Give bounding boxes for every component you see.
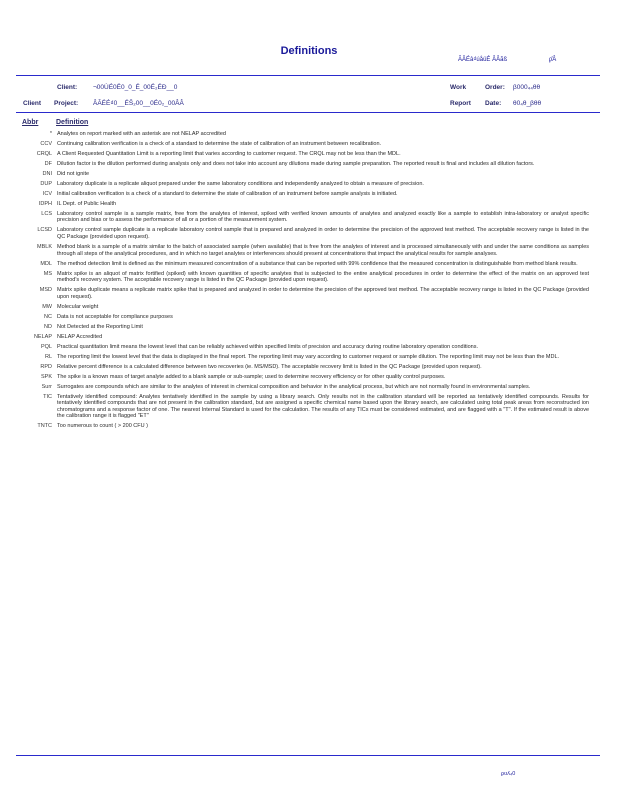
project-label: Project: — [54, 100, 79, 107]
definition-abbr: * — [49, 131, 52, 137]
definition-text: Laboratory duplicate is a replicate aliquot prepared under the same laboratory conditions and independently analyzed to obtain a measure of precision. — [57, 180, 424, 187]
header-bottom-rule — [16, 112, 600, 113]
report-label: Report — [450, 100, 471, 107]
definition-text: Did not ignite — [57, 170, 90, 177]
definition-row — [0, 354, 618, 361]
logo-text: ÃÂÉâ₫úåüÉ ÂÂãß — [458, 57, 508, 63]
work-order-value: β000₄₄θθ — [513, 84, 541, 91]
definition-abbr: SPK — [40, 373, 52, 380]
definition-text: A Client Requested Quantitation Limit is a reporting limit that varies according to customer request. The CRQL may not be less than the MDL. — [57, 150, 401, 157]
report-date-label: Date: — [485, 100, 502, 107]
definition-row — [0, 211, 618, 224]
definition-abbr: RL — [44, 353, 52, 360]
definition-text: Relative percent difference is a calculated difference between two recoveries (ie. MS/MSD). The acceptable recovery limit is listed in the QC Package (provided upon request). — [57, 363, 482, 370]
definition-abbr: DNI — [42, 170, 52, 177]
header-top-rule — [16, 75, 600, 76]
footer-rule — [16, 755, 600, 756]
definition-text: Practical quantitation limit means the lowest level that can be reliably achieved within specified limits of precision and accuracy during routine laboratory operation conditions. — [57, 343, 478, 350]
definition-text: Data is not acceptable for compliance purposes — [57, 313, 173, 320]
definition-row — [0, 394, 618, 420]
definition-row — [0, 287, 618, 300]
definition-text: Dilution factor is the dilution performed during analysis only and does not take into account any dilutions made during sample preparation. The reported result is final and includes all dilution factors. — [57, 160, 535, 167]
definition-column-header: Definition — [56, 119, 89, 126]
definition-text: Too numerous to count ( > 200 CFU ) — [57, 423, 148, 430]
definition-abbr: NC — [44, 313, 52, 320]
client-value: ¬00ÙÉ0Ë0_0_É_00É₂ÉĐ__0 — [93, 84, 178, 91]
definition-text: Laboratory control sample is a sample matrix, free from the analytes of interest, spiked with verified known amounts of analytes and analyzed exactly like a sample to establish intra-laboratory or analyst specific precision and bias or to assess the performance of all or a portion of the measurement system. — [57, 210, 589, 224]
definition-row — [0, 201, 618, 208]
definition-row — [0, 161, 618, 168]
definition-abbr: MSD — [39, 287, 52, 294]
definition-row — [0, 364, 618, 371]
definition-row — [0, 304, 618, 311]
work-order-label-2: Order: — [485, 84, 505, 91]
page-number: ρ̣ʊʎ₄0 — [501, 771, 516, 777]
definition-text: Laboratory control sample duplicate is a replicate laboratory control sample that is prepared and analyzed in order to determine the precision of the approved test method. The acceptable recovery range is listed in the QC Package (provided upon request). — [57, 227, 589, 241]
definition-text: Initial calibration verification is a check of a standard to determine the state of calibration of an instrument before sample analysis is initiated. — [57, 190, 398, 197]
definition-abbr: NELAP — [33, 333, 52, 340]
definition-row — [0, 191, 618, 198]
definition-abbr: CCV — [40, 140, 52, 147]
definition-abbr: TIC — [43, 393, 52, 400]
lab-logo — [458, 57, 556, 63]
report-date-value: θ0₄θ_βθθ — [513, 100, 542, 107]
definition-abbr: DF — [44, 160, 52, 167]
definition-abbr: MS — [43, 270, 52, 277]
definition-row — [0, 151, 618, 158]
definition-row — [0, 324, 618, 331]
definition-row — [0, 374, 618, 381]
work-order-label: Work — [450, 84, 467, 91]
client-project-label: Client — [23, 100, 42, 107]
definition-row — [0, 141, 618, 148]
definition-text: Tentatively identified compound: Analytes tentatively identified in the sample by using a library search. Only results not in the calibration standard will be reported as tentatively identified compounds. Results for tentatively identified compounds that are not present in the calibration standard, but are assigned a specific chemical name based upon the library search, are calculated using total peak areas from reconstructed ion chromatograms and a response factor of one. The nearest Internal Standard is used for the calculation. The results of any TICs must be considered estimated, and are flagged with a "T". If the estimated result is above the calibration range it is flagged "ET" — [57, 393, 589, 420]
definition-abbr: DUP — [40, 180, 52, 187]
definition-text: IL Dept. of Public Health — [57, 200, 117, 207]
definition-text: Continuing calibration verification is a check of a standard to determine the state of calibration of an instrument between recalibration. — [57, 140, 382, 147]
definition-row — [0, 244, 618, 257]
definition-text: The method detection limit is defined as the minimum measured concentration of a substance that can be reported with 99% confidence that the measured concentration is distinguishable from method blank results. — [57, 260, 578, 267]
definition-text: Matrix spike is an aliquot of matrix fortified (spiked) with known quantities of specific analytes that is subjected to the entire analytical procedures in order to determine the effect of the matrix on an approved test method's recovery system. The acceptable recovery range is listed in the QC Package (provided upon request). — [57, 270, 589, 284]
definition-row — [0, 271, 618, 284]
definition-abbr: LCSD — [37, 227, 52, 234]
logo-mark: ρ̣̑Â — [548, 57, 557, 63]
definition-text: Matrix spike duplicate means a replicate matrix spike that is prepared and analyzed in order to determine the precision of the approved test method. The acceptable recovery range is listed in the QC Package (provided upon request). — [57, 287, 589, 300]
definition-row — [0, 334, 618, 341]
definition-abbr: LCS — [41, 210, 52, 217]
definition-row — [0, 131, 618, 138]
definition-row — [0, 423, 618, 430]
abbr-column-header: Abbr — [22, 119, 39, 126]
definition-text: Not Detected at the Reporting Limit — [57, 323, 143, 330]
definition-row — [0, 344, 618, 351]
definition-abbr: IDPH — [38, 200, 52, 207]
definition-row — [0, 171, 618, 178]
definition-abbr: RPD — [40, 363, 52, 370]
definition-text: Method blank is a sample of a matrix similar to the batch of associated sample (when available) that is free from the analytes of interest and is processed simultaneously with and under the same conditions as samples through all steps of the analytical procedures, and in which no target analytes or interferences should present at concentrations that impact the analytical results for sample analyses. — [57, 244, 589, 257]
definition-text: Surrogates are compounds which are similar to the analytes of interest in chemical composition and behavior in the analytical process, but which are not normally found in environmental samples. — [57, 383, 531, 390]
definition-abbr: ICV — [42, 190, 52, 197]
definition-text: The reporting limit the lowest level that the data is displayed in the final report. The reporting limit may vary according to customer request or sample dilution. The reporting limit may not be less than the MDL. — [57, 353, 560, 360]
project-value: ÂÃÉÉ₫0__ÉŠ₂00__0É0₂_00ÂÂ — [93, 100, 184, 107]
definition-text: Molecular weight — [57, 303, 99, 310]
page-title: Definitions — [280, 45, 338, 57]
definition-abbr: MDL — [40, 260, 52, 267]
definition-row — [0, 181, 618, 188]
definition-abbr: Surr — [41, 383, 52, 390]
definition-abbr: MBLK — [37, 244, 52, 251]
definition-row — [0, 314, 618, 321]
definition-text: Analytes on report marked with an asterisk are not NELAP accredited — [57, 131, 226, 137]
definition-abbr: PQL — [40, 343, 52, 350]
definition-abbr: MW — [42, 303, 52, 310]
definitions-list — [0, 131, 618, 433]
definition-row — [0, 384, 618, 391]
definition-abbr: CRQL — [36, 150, 52, 157]
definition-abbr: TNTC — [37, 423, 52, 430]
definition-row — [0, 227, 618, 240]
definition-text: The spike is a known mass of target analyte added to a blank sample or sub-sample; used to determine recovery efficiency or for other quality control purposes. — [57, 373, 446, 380]
definition-abbr: ND — [44, 323, 52, 330]
client-label: Client: — [57, 84, 78, 91]
definition-row — [0, 261, 618, 268]
definition-text: NELAP Accredited — [57, 333, 103, 340]
